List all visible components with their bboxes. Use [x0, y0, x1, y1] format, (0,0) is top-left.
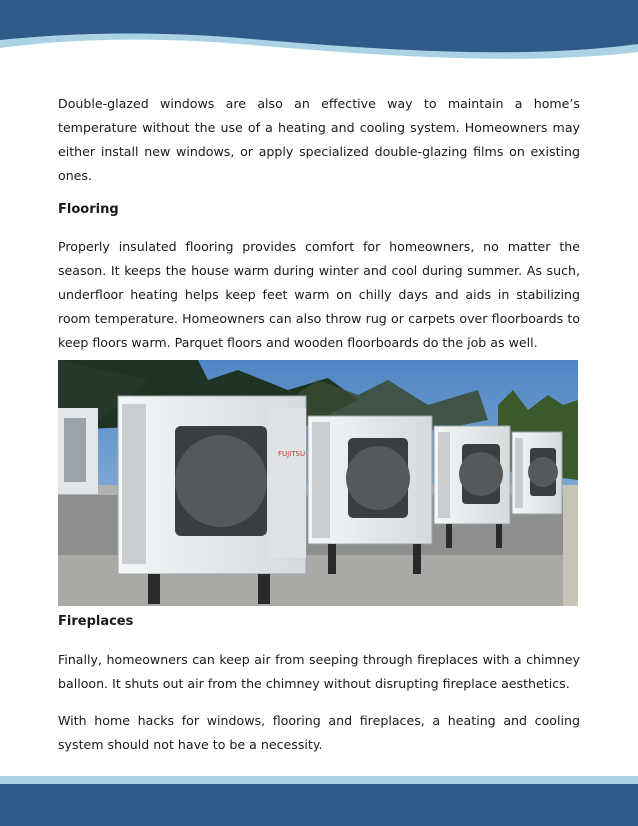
air-conditioner-photo: [58, 360, 578, 606]
paragraph-flooring: Properly insulated flooring provides comfort for homeowners, no matter the season. It keeps the house warm during winter and cool during summer. As such, underfloor heating helps keep feet warm on chilly days and aids in stabilizing room temperature. Homeowners can also throw rug or carpets over floorboards to keep floors warm. Parquet floors and wooden floorboards do the job as well.: [58, 239, 580, 350]
footer-banner: [0, 776, 638, 826]
ac-unit-4: [512, 432, 562, 514]
ac-unit-1: [118, 396, 306, 604]
header-banner: [0, 0, 638, 72]
heading-flooring: Flooring: [58, 202, 119, 217]
paragraph-conclusion: With home hacks for windows, flooring and fireplaces, a heating and cooling system should not have to be a necessity.: [58, 713, 580, 752]
paragraph-fireplaces: Finally, homeowners can keep air from seeping through fireplaces with a chimney balloon. It shuts out air from the chimney without disrupting fireplace aesthetics.: [58, 652, 580, 691]
brand-label: FUJITSU: [278, 450, 306, 458]
heading-fireplaces: Fireplaces: [58, 614, 134, 629]
paragraph-windows: Double-glazed windows are also an effective way to maintain a home’s temperature without the use of a heating and cooling system. Homeowners may either install new windows, or apply specialized double-glazing films on existing ones.: [58, 96, 580, 183]
